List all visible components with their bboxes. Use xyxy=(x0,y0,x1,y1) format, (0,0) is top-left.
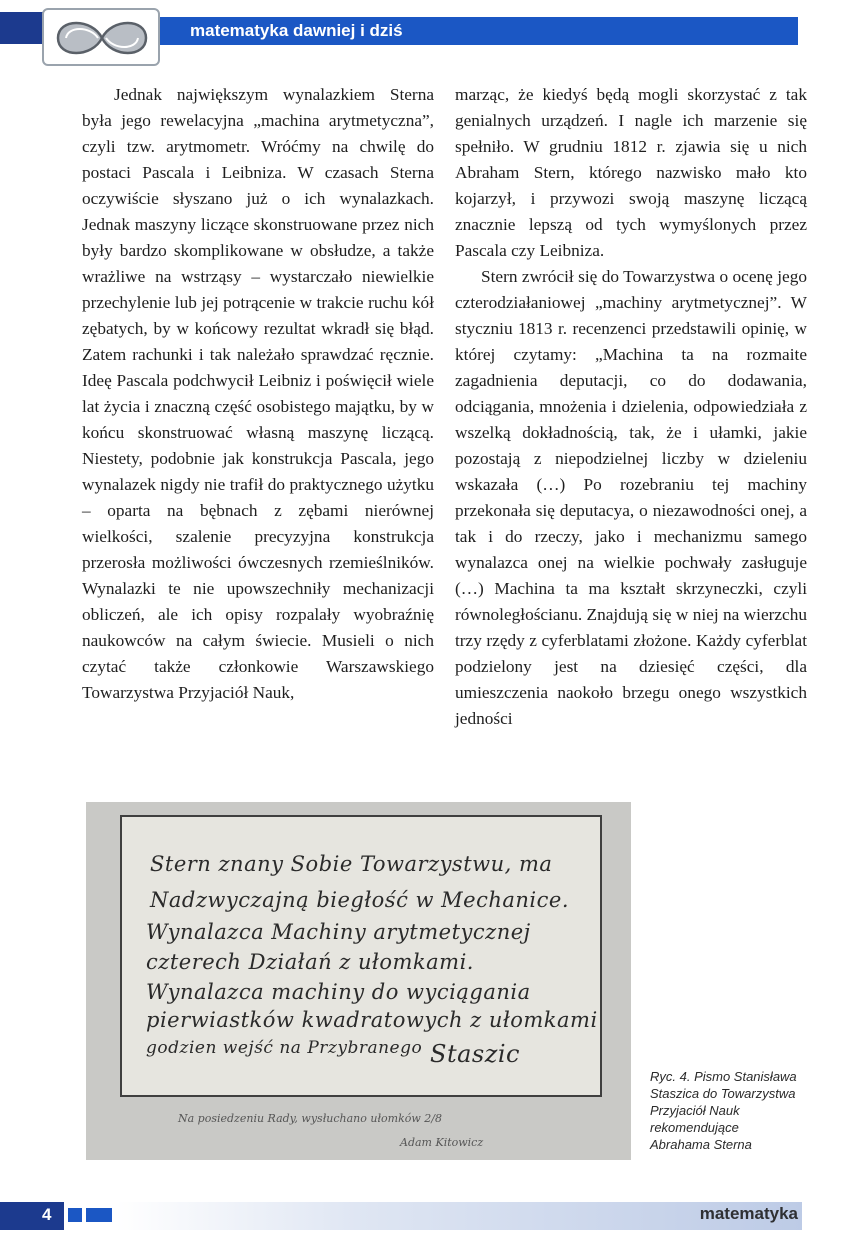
left-paragraph: Jednak największym wynalazkiem Sterna była jego rewelacyjna „machina arytmetyczna”, czyli tzw. arytmometr. Wróćmy na chwilę do postaci Pascala i Leibniza. W czasach Sterna oczywiście słyszano już o ich wynalazkach. Jednak maszyny liczące skonstruowane przez nich były bardzo skomplikowane w obsłudze, a także wrażliwe na wstrząsy – wystarczało niewielkie przechylenie lub jej potrącenie w trakcie ruchu kół zębatych, by w końcowy rezultat wkradł się błąd. Zatem rachunki i tak należało sprawdzać ręcznie. Ideę Pascala podchwycił Leibniz i poświęcił wiele lat życia i znaczną część osobistego majątku, by w końcu skonstruować własną maszynę liczącą. Niestety, podobnie jak konstrukcja Pascala, jego wynalazek nigdy nie trafił do praktycznego użytku – oparta na bębnach z zębami nierównej wielkości, szalenie precyzyjna konstrukcja przerosła możliwości ówczesnych rzemieślników. Wynalazki te nie upowszechniły mechanizacji obliczeń, ale ich opisy rozpalały wyobraźnię naukowców na całym świecie. Musieli o nich czytać także członkowie Warszawskiego Towarzystwa Przyjaciół Nauk, xyxy=(82,85,434,702)
manuscript-line: Stern znany Sobie Towarzystwu, ma xyxy=(150,852,553,876)
footer-page-block xyxy=(0,1202,64,1230)
header-logo xyxy=(42,8,160,66)
manuscript-line: czterech Działań z ułomkami. xyxy=(146,950,474,974)
manuscript-line: Nadzwyczajną biegłość w Mechanice. xyxy=(150,888,570,912)
manuscript-bottom-note: Na posiedzeniu Rady, wysłuchano ułomków 2/8 xyxy=(178,1112,442,1125)
manuscript-line: pierwiastków kwadratowych z ułomkami xyxy=(146,1008,598,1032)
manuscript-bottom-signature: Adam Kitowicz xyxy=(400,1136,484,1149)
right-paragraph-1: marząc, że kiedyś będą mogli skorzystać z tak genialnych urządzeń. I nagle ich marzenie się spełniło. W grudniu 1812 r. zjawia się u nich Abraham Stern, którego nazwisko mało kto kojarzył, i przywozi swoją maszynę liczącą znacznie lepszą od tych wymyślonych przez Pascala czy Leibniza. xyxy=(455,85,807,260)
left-column xyxy=(82,82,434,706)
footer-square xyxy=(68,1208,82,1222)
footer-label: matematyka xyxy=(699,1204,798,1223)
manuscript-line: Wynalazca Machiny arytmetycznej xyxy=(146,920,531,944)
right-column xyxy=(455,82,807,732)
manuscript-line: godzien wejść na Przybranego xyxy=(146,1038,423,1058)
manuscript-line: Wynalazca machiny do wyciągania xyxy=(146,980,531,1004)
manuscript-signature: Staszic xyxy=(430,1040,520,1068)
header-title: matematyka dawniej i dziś xyxy=(190,21,403,40)
page-number: 4 xyxy=(42,1205,52,1224)
figure-caption: Ryc. 4. Pismo Stanisława Staszica do Towarzystwa Przyjaciół Nauk rekomendujące Abrahama Sterna xyxy=(650,1069,797,1152)
footer-square xyxy=(86,1208,112,1222)
right-paragraph-2: Stern zwrócił się do Towarzystwa o ocenę jego czterodziałaniowej „machiny arytmetycznej”. W styczniu 1813 r. recenzenci przedstawili opinię, w której czytamy: „Machina ta na rozmaite zagadnienia deputacji, co do dodawania, odciągania, mnożenia i dzielenia, odpowiedziała z wszelką dokładnością, tak, że i ułamki, jakie pozostają z niepodzielnej liczby w dzieleniu wskazała (…) Po rozebraniu tej machiny przekonała się deputacya, o niezawodności onej, a tak i do rzeczy, jako i mechanizmu samego wynalazca onej na wielkie pochwały zasługuje (…) Machina ta ma kształt skrzyneczki, czyli równoległościanu. Znajdują się w niej na wierzchu trzy rzędy z cyferblatami złożone. Każdy cyferblat podzielony jest na dziesięć części, dla umieszczenia naokoło brzegu onego wszystkich jedności xyxy=(455,267,807,728)
infinity-ribbon-logo-icon xyxy=(44,10,158,64)
